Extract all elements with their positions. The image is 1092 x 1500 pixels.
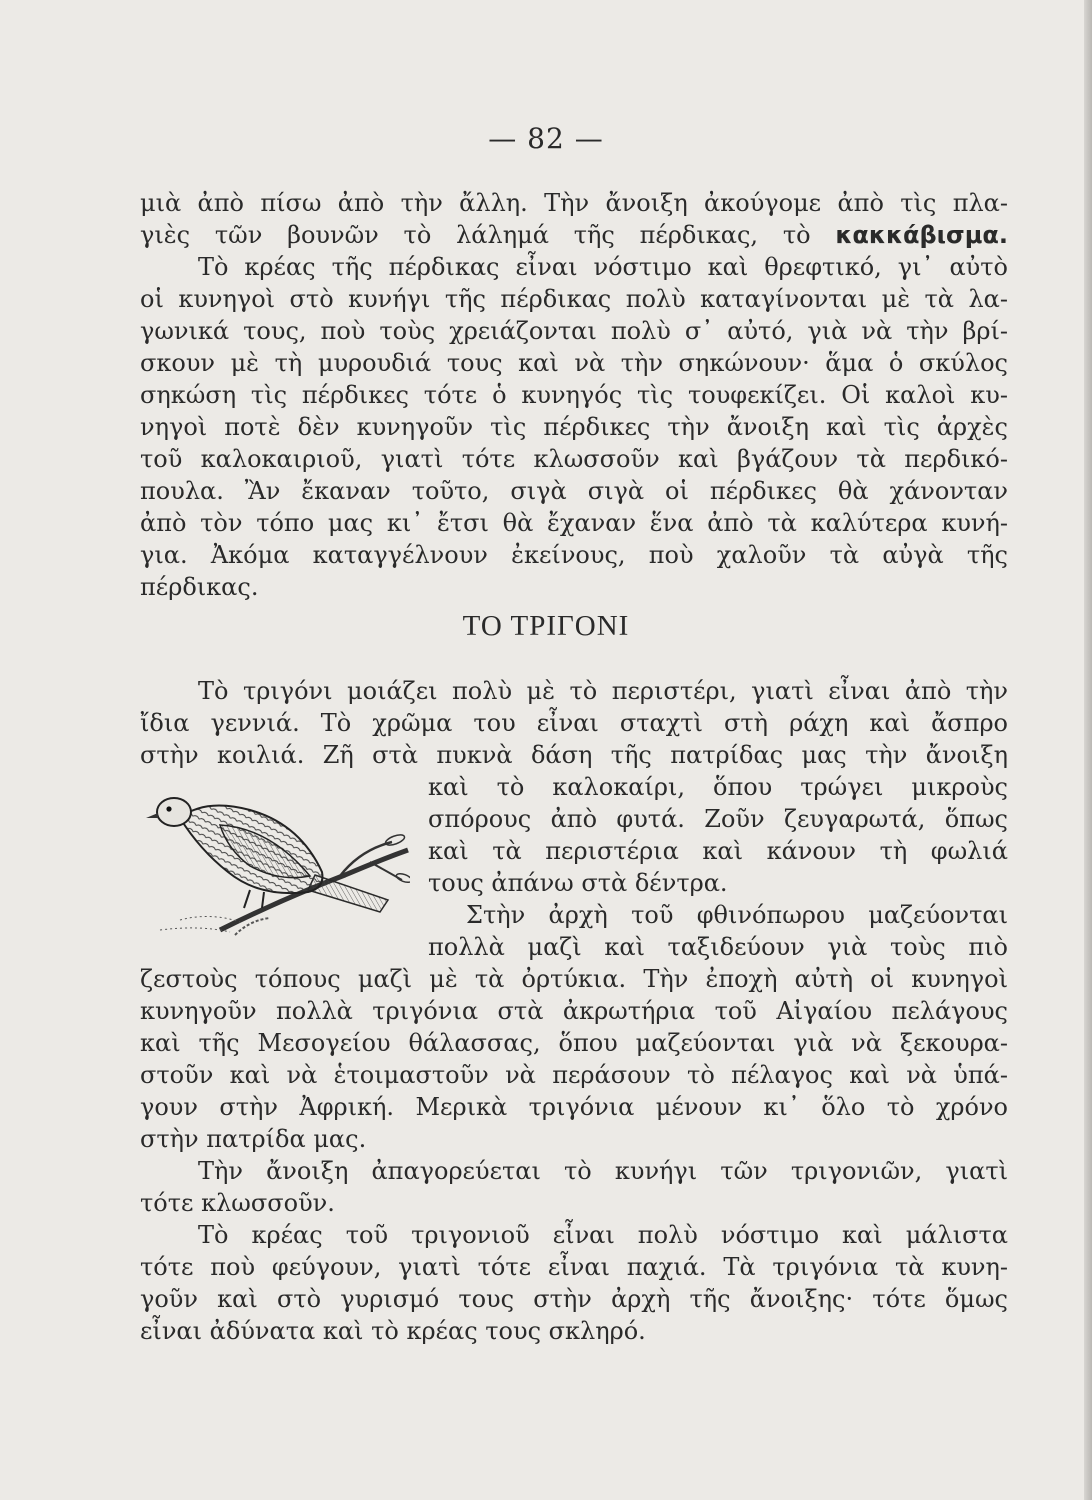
section-heading: ΤΟ ΤΡΙΓΟΝΙ (462, 610, 630, 642)
text-line: μιὰ ἀπὸ πίσω ἀπὸ τὴν ἄλλη. Τὴν ἄνοιξη ἀκούγομε ἀπὸ τὶς πλα- (140, 189, 1008, 217)
text-line: πουλα. Ἂν ἔκαναν τοῦτο, σιγὰ σιγὰ οἱ πέρδικες θὰ χάνονταν (140, 477, 1008, 505)
text-line: τότε κλωσσοῦν. (140, 1189, 335, 1217)
text-line: στὴν κοιλιά. Ζῆ στὰ πυκνὰ δάση τῆς πατρίδας μας τὴν ἄνοιξη (140, 741, 1008, 769)
text-line: Τὸ τριγόνι μοιάζει πολὺ μὲ τὸ περιστέρι, γιατὶ εἶναι ἀπὸ τὴν (198, 677, 1008, 705)
text-line: πέρδικας. (140, 573, 259, 601)
text-line: γουν στὴν Ἀφρική. Μερικὰ τριγόνια μένουν κι᾽ ὅλο τὸ χρόνο (140, 1093, 1008, 1121)
text-line: ἀπὸ τὸν τόπο μας κι᾽ ἔτσι θὰ ἔχαναν ἕνα ἀπὸ τὰ καλύτερα κυνή- (140, 509, 1008, 537)
text-line: τους ἀπάνω στὰ δέντρα. (428, 869, 728, 897)
text-line: σκουν μὲ τὴ μυρουδιά τους καὶ νὰ τὴν σηκώνουν· ἅμα ὁ σκύλος (140, 349, 1008, 377)
text-line: τότε ποὺ φεύγουν, γιατὶ τότε εἶναι παχιά. Τὰ τριγόνια τὰ κυνη- (140, 1253, 1008, 1281)
bold-term: κακκάβισμα. (835, 221, 1008, 249)
text-line: στὴν πατρίδα μας. (140, 1125, 367, 1153)
text-line: εἶναι ἀδύνατα καὶ τὸ κρέας τους σκληρό. (140, 1317, 646, 1345)
text-line: Τὸ κρέας τοῦ τριγονιοῦ εἶναι πολὺ νόστιμο καὶ μάλιστα (198, 1221, 1008, 1249)
text-line: ζεστοὺς τόπους μαζὶ μὲ τὰ ὀρτύκια. Τὴν ἐποχὴ αὐτὴ οἱ κυνηγοὶ (140, 965, 1008, 993)
text-line: σηκώση τὶς πέρδικες τότε ὁ κυνηγός τὶς τουφεκίζει. Οἱ καλοὶ κυ- (140, 381, 1008, 409)
text-line: νηγοὶ ποτὲ δὲν κυνηγοῦν τὶς πέρδικες τὴν ἄνοιξη καὶ τὶς ἀρχὲς (140, 413, 1008, 441)
text-span: γιὲς τῶν βουνῶν τὸ λάλημά τῆς πέρδικας, τὸ (140, 221, 811, 249)
turtle-dove-icon (140, 780, 410, 940)
text-line: καὶ τὸ καλοκαίρι, ὅπου τρώγει μικροὺς (428, 773, 1008, 801)
text-line: Τὴν ἄνοιξη ἀπαγορεύεται τὸ κυνήγι τῶν τριγονιῶν, γιατὶ (198, 1157, 1008, 1185)
text-line: οἱ κυνηγοὶ στὸ κυνήγι τῆς πέρδικας πολὺ καταγίνονται μὲ τὰ λα- (140, 285, 1008, 313)
text-line: πολλὰ μαζὶ καὶ ταξιδεύουν γιὰ τοὺς πιὸ (428, 933, 1008, 961)
text-line: καὶ τῆς Μεσογείου θάλασσας, ὅπου μαζεύονται γιὰ νὰ ξεκουρα- (140, 1029, 1008, 1057)
text-line: γοῦν καὶ στὸ γυρισμό τους στὴν ἀρχὴ τῆς ἄνοιξης· τότε ὅμως (140, 1285, 1008, 1313)
text-line-with-term (140, 220, 1008, 250)
text-line: τοῦ καλοκαιριοῦ, γιατὶ τότε κλωσσοῦν καὶ βγάζουν τὰ περδικό- (140, 445, 1008, 473)
text-line: στοῦν καὶ νὰ ἑτοιμαστοῦν νὰ περάσουν τὸ πέλαγος καὶ νὰ ὑπά- (140, 1061, 1008, 1089)
text-line: γωνικά τους, ποὺ τοὺς χρειάζονται πολὺ σ᾽ αὐτό, γιὰ νὰ τὴν βρί- (140, 317, 1008, 345)
text-line: κυνηγοῦν πολλὰ τριγόνια στὰ ἀκρωτήρια τοῦ Αἰγαίου πελάγους (140, 997, 1008, 1025)
text-line: Τὸ κρέας τῆς πέρδικας εἶναι νόστιμο καὶ θρεφτικό, γι᾽ αὐτὸ (198, 253, 1008, 281)
text-line: καὶ τὰ περιστέρια καὶ κάνουν τὴ φωλιά (428, 837, 1008, 865)
text-line: ἴδια γεννιά. Τὸ χρῶμα του εἶναι σταχτὶ στὴ ράχη καὶ ἄσπρο (140, 709, 1008, 737)
page-number: — 82 — (488, 122, 604, 155)
text-line: Στὴν ἀρχὴ τοῦ φθινόπωρου μαζεύονται (466, 901, 1008, 929)
text-line: σπόρους ἀπὸ φυτά. Ζοῦν ζευγαρωτά, ὅπως (428, 805, 1008, 833)
page-edge-shadow (1084, 0, 1092, 1500)
text-line: για. Ἀκόμα καταγγέλνουν ἐκείνους, ποὺ χαλοῦν τὰ αὐγὰ τῆς (140, 541, 1008, 569)
